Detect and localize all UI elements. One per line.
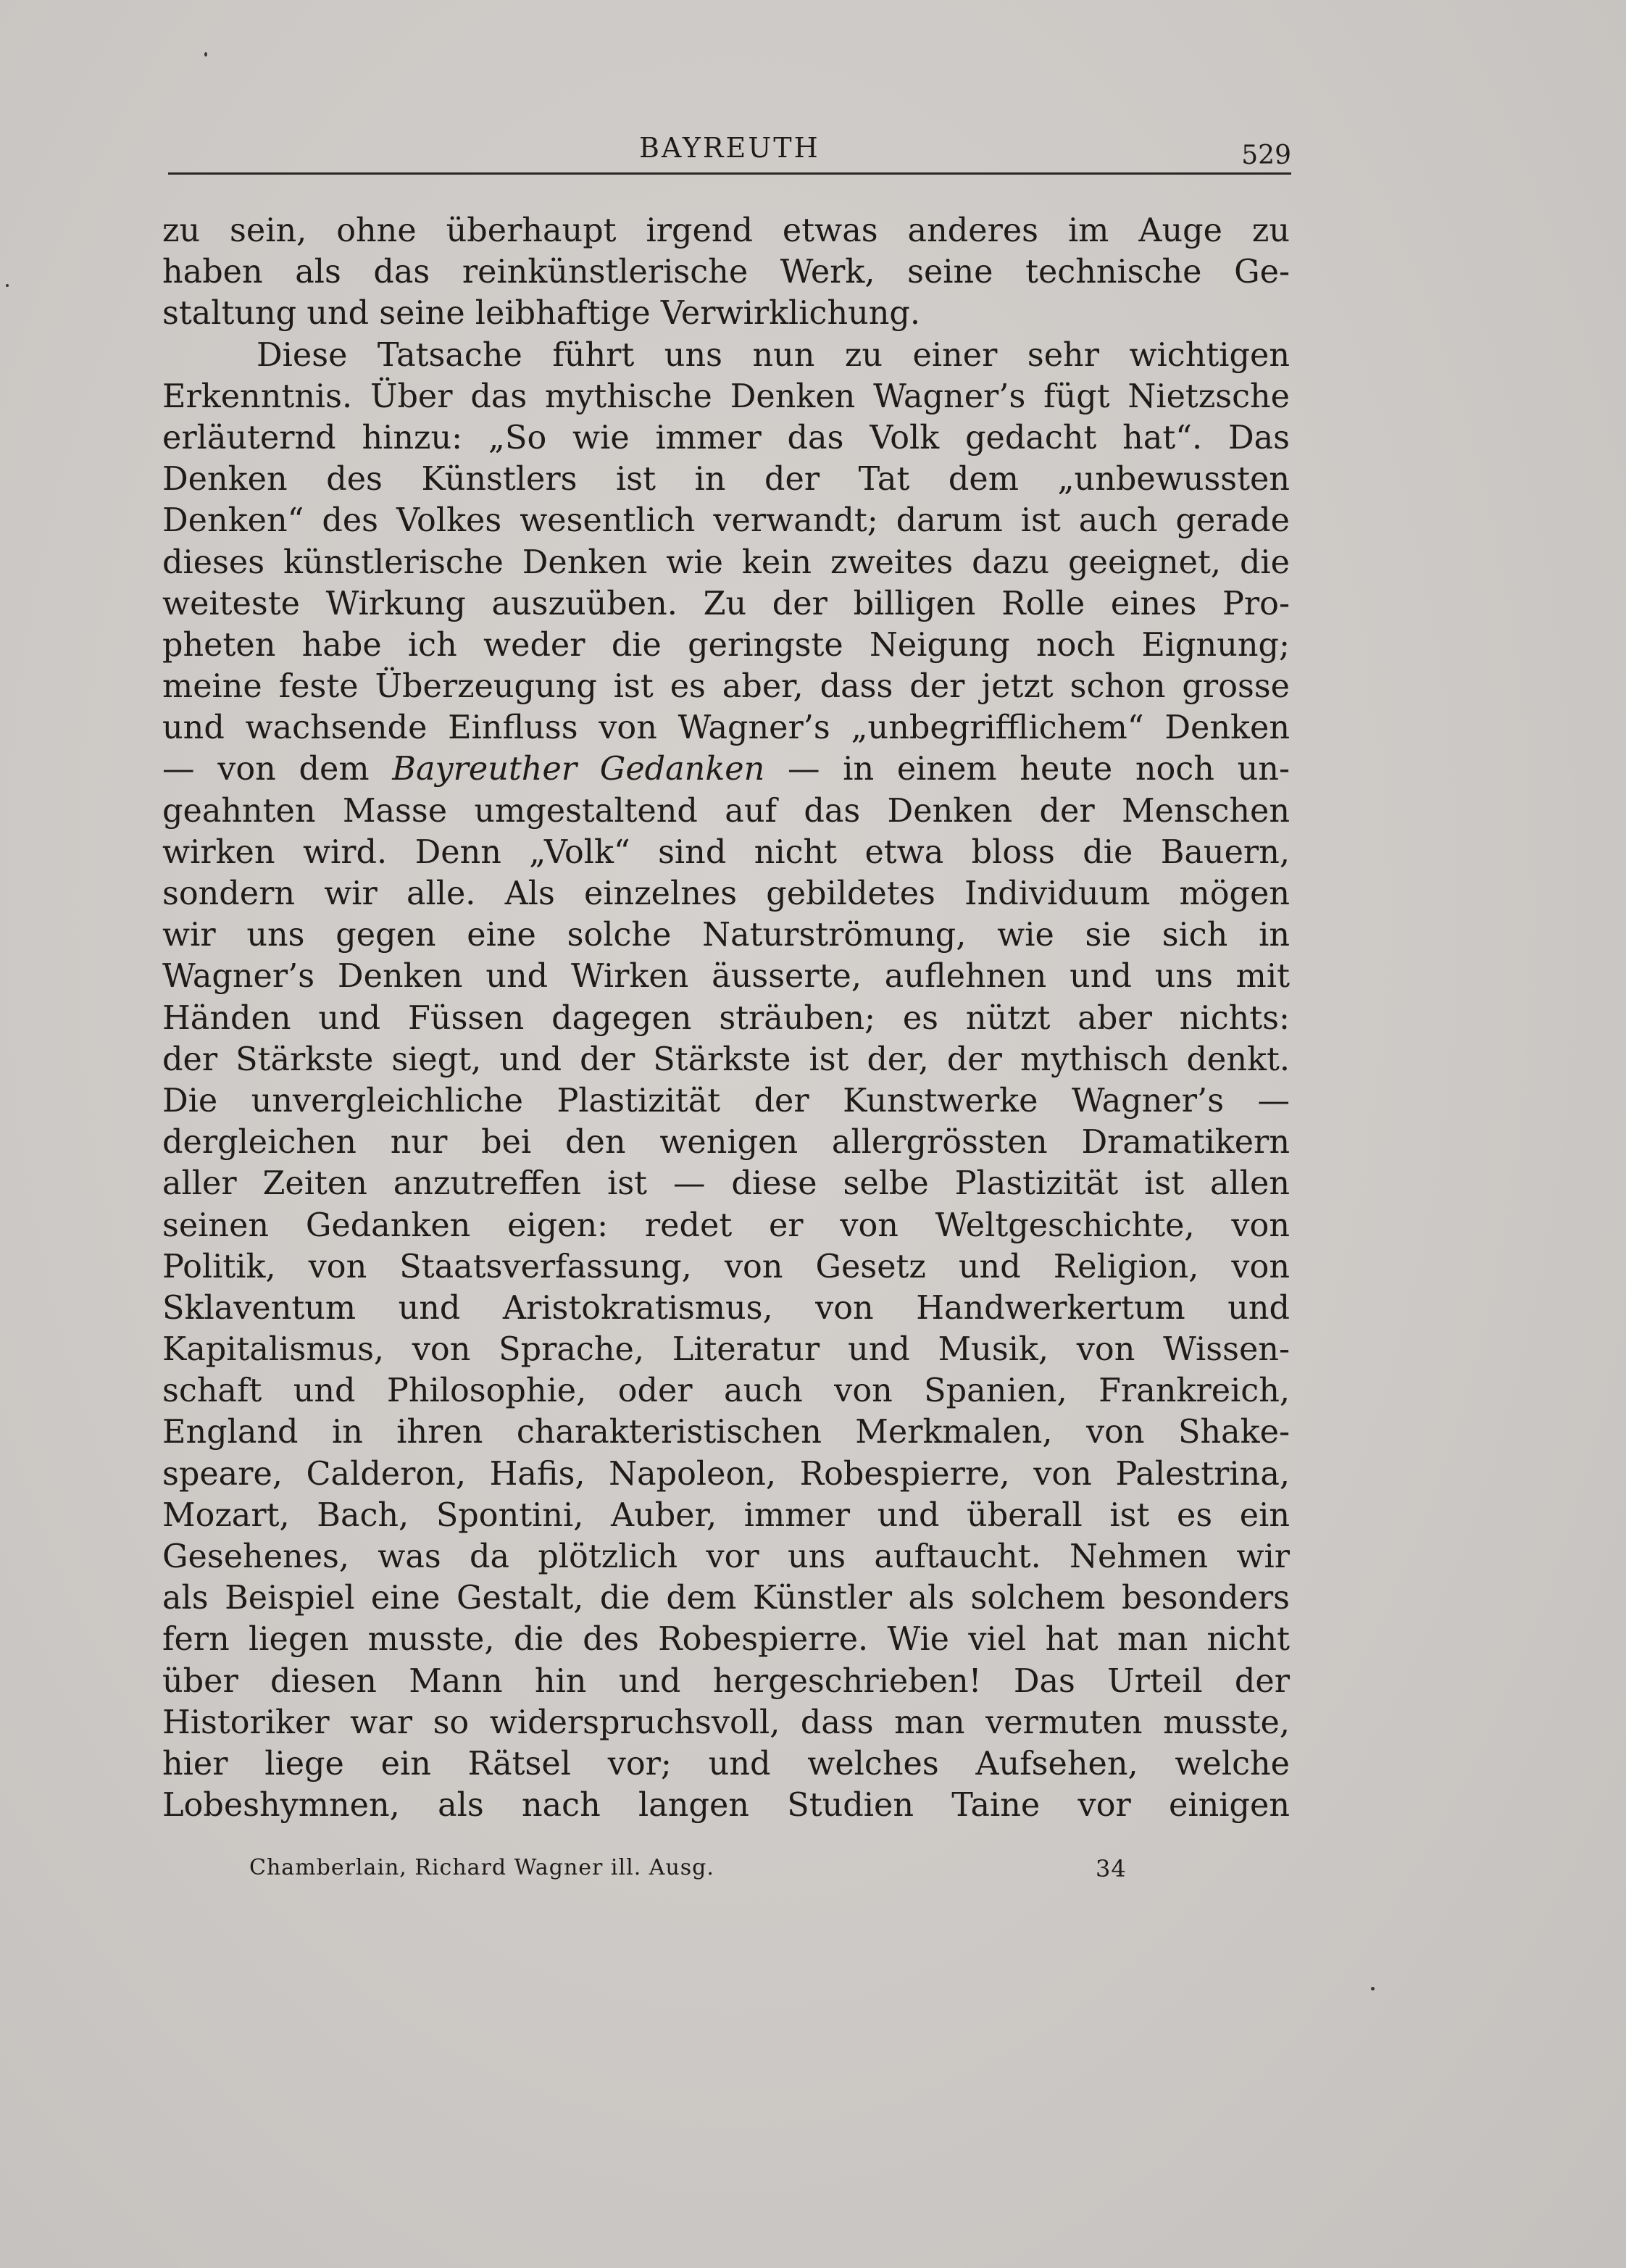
dust-speck	[204, 52, 207, 57]
text-segment: — in einem heute noch un-	[764, 751, 1291, 788]
italic-phrase: Bayreuther Gedanken	[392, 751, 765, 788]
text-line: hier liege ein Rätsel vor; und welches Aufsehen, welche	[162, 1745, 1290, 1783]
text-line: zu sein, ohne überhaupt irgend etwas anderes im Auge zu	[162, 212, 1290, 249]
text-line: dergleichen nur bei den wenigen allergrössten Dramatikern	[162, 1124, 1290, 1162]
text-line: Kapitalismus, von Sprache, Literatur und Musik, von Wissen-	[162, 1331, 1290, 1369]
text-line: speare, Calderon, Hafis, Napoleon, Robespierre, von Palestrina,	[162, 1455, 1290, 1493]
text-line: über diesen Mann hin und hergeschrieben! Das Urteil der	[162, 1662, 1290, 1700]
text-line: Gesehenes, was da plötzlich vor uns auftaucht. Nehmen wir	[162, 1538, 1290, 1575]
text-line: Denken“ des Volkes wesentlich verwandt; darum ist auch gerade	[162, 502, 1290, 540]
text-line: Erkenntnis. Über das mythische Denken Wagner’s fügt Nietzsche	[162, 378, 1290, 415]
text-line: Denken des Künstlers ist in der Tat dem „unbewussten	[162, 461, 1290, 499]
text-line: Mozart, Bach, Spontini, Auber, immer und überall ist es ein	[162, 1496, 1290, 1534]
text-line: Händen und Füssen dagegen sträuben; es nützt aber nichts:	[162, 999, 1290, 1037]
text-line: als Beispiel eine Gestalt, die dem Künstler als solchem besonders	[162, 1580, 1290, 1617]
text-line: seinen Gedanken eigen: redet er von Weltgeschichte, von	[162, 1206, 1290, 1244]
text-line: und wachsende Einfluss von Wagner’s „unbegrifflichem“ Denken	[162, 709, 1290, 747]
signature-mark: 34	[1096, 1855, 1127, 1883]
dust-speck	[1371, 1987, 1375, 1990]
footer-source: Chamberlain, Richard Wagner ill. Ausg.	[249, 1855, 714, 1880]
text-line: Sklaventum und Aristokratismus, von Handwerkertum und	[162, 1289, 1290, 1327]
page-header	[168, 128, 1291, 171]
text-line: wirken wird. Denn „Volk“ sind nicht etwa bloss die Bauern,	[162, 833, 1290, 871]
page-number: 529	[1241, 141, 1291, 170]
text-line: fern liegen musste, die des Robespierre. Wie viel hat man nicht	[162, 1621, 1290, 1659]
text-line: Historiker war so widerspruchsvoll, dass man vermuten musste,	[162, 1704, 1290, 1741]
text-line: weiteste Wirkung auszuüben. Zu der billigen Rolle eines Pro-	[162, 585, 1290, 622]
text-line: Die unvergleichliche Plastizität der Kunstwerke Wagner’s —	[162, 1082, 1290, 1120]
text-line: wir uns gegen eine solche Naturströmung, wie sie sich in	[162, 917, 1290, 954]
text-line	[162, 749, 1290, 790]
text-line: Diese Tatsache führt uns nun zu einer sehr wichtigen	[257, 336, 1290, 374]
running-title: BAYREUTH	[639, 132, 820, 164]
text-line: erläuternd hinzu: „So wie immer das Volk gedacht hat“. Das	[162, 419, 1290, 456]
body-text	[162, 210, 1290, 1826]
text-line: England in ihren charakteristischen Merkmalen, von Shake-	[162, 1414, 1290, 1451]
text-segment: — von dem	[162, 751, 393, 788]
page-footer	[249, 1855, 1141, 1891]
text-line: Wagner’s Denken und Wirken äusserte, auflehnen und uns mit	[162, 958, 1290, 996]
text-line: Lobeshymnen, als nach langen Studien Taine vor einigen	[162, 1787, 1290, 1825]
dust-speck	[6, 284, 9, 287]
text-line: haben als das reinkünstlerische Werk, seine technische Ge-	[162, 254, 1290, 291]
text-line: meine feste Überzeugung ist es aber, dass der jetzt schon grosse	[162, 668, 1290, 706]
text-line: aller Zeiten anzutreffen ist — diese selbe Plastizität ist allen	[162, 1165, 1290, 1203]
text-line: staltung und seine leibhaftige Verwirklichung.	[162, 295, 921, 333]
text-line: Politik, von Staatsverfassung, von Gesetz und Religion, von	[162, 1248, 1290, 1285]
text-line: der Stärkste siegt, und der Stärkste ist der, der mythisch denkt.	[162, 1041, 1290, 1078]
text-line: schaft und Philosophie, oder auch von Spanien, Frankreich,	[162, 1372, 1290, 1410]
text-line: sondern wir alle. Als einzelnes gebildetes Individuum mögen	[162, 875, 1290, 912]
text-line: geahnten Masse umgestaltend auf das Denken der Menschen	[162, 792, 1290, 830]
text-line: dieses künstlerische Denken wie kein zweites dazu geeignet, die	[162, 543, 1290, 581]
text-line: pheten habe ich weder die geringste Neigung noch Eignung;	[162, 626, 1290, 664]
header-rule	[168, 172, 1291, 175]
